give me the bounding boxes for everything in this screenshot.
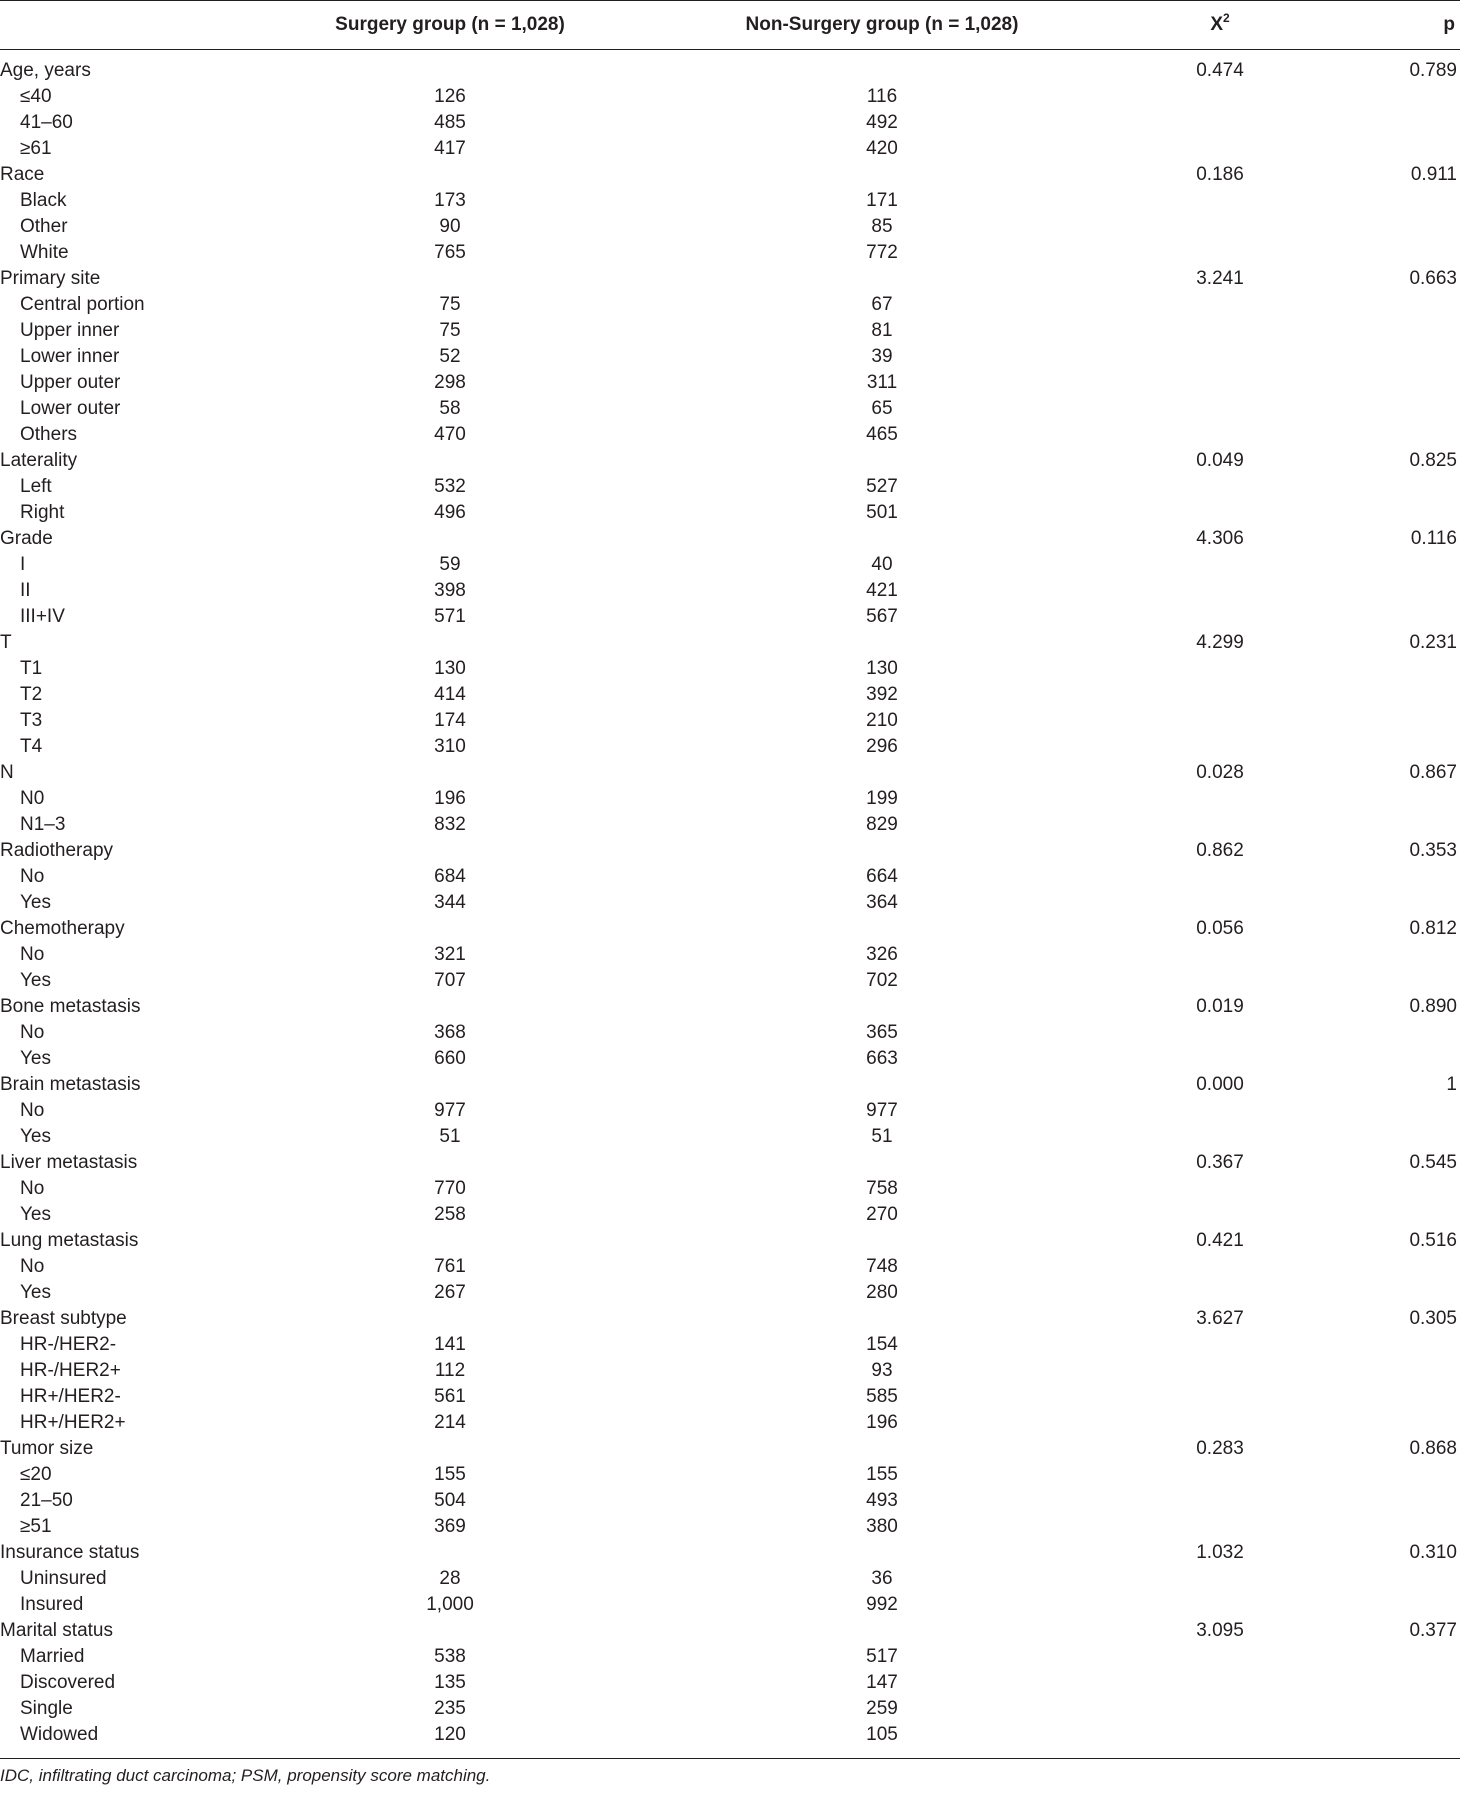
row-label: T4	[20, 736, 43, 757]
table-row-variable	[0, 994, 1460, 1020]
cell-non-surgery: 421	[866, 580, 898, 601]
table-row-category	[0, 1410, 1460, 1436]
table-row-category	[0, 1722, 1460, 1748]
table-row-category	[0, 1280, 1460, 1306]
header-non-surgery-group: Non-Surgery group (n = 1,028)	[745, 14, 1019, 35]
cell-surgery: 344	[434, 892, 466, 913]
row-label: ≥61	[20, 138, 52, 159]
row-label: HR+/HER2-	[20, 1386, 121, 1407]
cell-surgery: 1,000	[426, 1594, 474, 1615]
row-label: Grade	[0, 528, 53, 549]
cell-surgery: 75	[439, 320, 461, 341]
table-row-category	[0, 942, 1460, 968]
cell-non-surgery: 465	[866, 424, 898, 445]
cell-non-surgery: 664	[866, 866, 898, 887]
table-header-rule	[0, 49, 1460, 50]
table-row-category	[0, 864, 1460, 890]
cell-surgery: 504	[434, 1490, 466, 1511]
cell-non-surgery: 380	[866, 1516, 898, 1537]
cell-surgery: 141	[434, 1334, 466, 1355]
row-label: HR-/HER2-	[20, 1334, 117, 1355]
cell-surgery: 417	[434, 138, 466, 159]
row-label: Bone metastasis	[0, 996, 141, 1017]
cell-non-surgery: 758	[866, 1178, 898, 1199]
row-label: No	[20, 1022, 45, 1043]
cell-non-surgery: 772	[866, 242, 898, 263]
cell-surgery: 258	[434, 1204, 466, 1225]
cell-non-surgery: 364	[866, 892, 898, 913]
table-row-category	[0, 136, 1460, 162]
row-label: HR+/HER2+	[20, 1412, 126, 1433]
cell-chi-square: 0.056	[1196, 918, 1244, 939]
table-row-category	[0, 812, 1460, 838]
row-label: I	[20, 554, 26, 575]
cell-surgery: 660	[434, 1048, 466, 1069]
cell-p-value: 0.305	[1409, 1308, 1457, 1329]
row-label: 21–50	[20, 1490, 73, 1511]
row-label: White	[20, 242, 69, 263]
table-row-category	[0, 1254, 1460, 1280]
cell-chi-square: 3.241	[1196, 268, 1244, 289]
cell-non-surgery: 270	[866, 1204, 898, 1225]
table-row-variable	[0, 162, 1460, 188]
cell-surgery: 135	[434, 1672, 466, 1693]
table-row-variable	[0, 1436, 1460, 1462]
table-row-category	[0, 552, 1460, 578]
cell-p-value: 0.868	[1409, 1438, 1457, 1459]
table-row-category	[0, 968, 1460, 994]
cell-surgery: 51	[439, 1126, 461, 1147]
table-row-category	[0, 240, 1460, 266]
table-row-category	[0, 1488, 1460, 1514]
table-row-variable	[0, 1072, 1460, 1098]
cell-p-value: 0.911	[1410, 164, 1457, 185]
cell-surgery: 977	[434, 1100, 466, 1121]
row-label: Laterality	[0, 450, 78, 471]
table-row-category	[0, 656, 1460, 682]
cell-non-surgery: 493	[866, 1490, 898, 1511]
row-label: Central portion	[20, 294, 145, 315]
cell-surgery: 59	[439, 554, 461, 575]
table-row-category	[0, 344, 1460, 370]
row-label: No	[20, 944, 45, 965]
row-label: T	[0, 632, 12, 653]
cell-surgery: 369	[434, 1516, 466, 1537]
table-row-category	[0, 1202, 1460, 1228]
table-row-category	[0, 1124, 1460, 1150]
cell-chi-square: 0.474	[1196, 60, 1244, 81]
cell-p-value: 0.310	[1409, 1542, 1457, 1563]
table-row-category	[0, 84, 1460, 110]
row-label: Insured	[20, 1594, 84, 1615]
cell-p-value: 0.867	[1409, 762, 1457, 783]
table-row-variable	[0, 1618, 1460, 1644]
cell-non-surgery: 85	[871, 216, 893, 237]
cell-p-value: 0.789	[1409, 60, 1457, 81]
cell-p-value: 0.825	[1409, 450, 1457, 471]
row-label: T3	[20, 710, 43, 731]
row-label: ≤20	[20, 1464, 52, 1485]
cell-p-value: 0.890	[1409, 996, 1457, 1017]
table-header	[0, 0, 1460, 50]
cell-p-value: 0.663	[1409, 268, 1457, 289]
row-label: Left	[20, 476, 52, 497]
row-label: Tumor size	[0, 1438, 94, 1459]
table-row-category	[0, 110, 1460, 136]
row-label: 41–60	[20, 112, 73, 133]
cell-non-surgery: 748	[866, 1256, 898, 1277]
row-label: Primary site	[0, 268, 101, 289]
row-label: II	[20, 580, 31, 601]
cell-chi-square: 3.627	[1196, 1308, 1244, 1329]
cell-non-surgery: 40	[871, 554, 893, 575]
cell-non-surgery: 130	[866, 658, 898, 679]
cell-surgery: 684	[434, 866, 466, 887]
cell-p-value: 0.516	[1409, 1230, 1457, 1251]
cell-surgery: 761	[434, 1256, 466, 1277]
header-chi-square-sup: 2	[1223, 11, 1230, 25]
cell-non-surgery: 392	[866, 684, 898, 705]
cell-non-surgery: 39	[871, 346, 893, 367]
table-row-category	[0, 708, 1460, 734]
cell-non-surgery: 492	[866, 112, 898, 133]
table-row-variable	[0, 760, 1460, 786]
table-row-category	[0, 370, 1460, 396]
row-label: T2	[20, 684, 43, 705]
cell-surgery: 321	[434, 944, 466, 965]
row-label: No	[20, 1178, 45, 1199]
cell-surgery: 75	[439, 294, 461, 315]
table-row-category	[0, 1696, 1460, 1722]
cell-p-value: 0.353	[1409, 840, 1457, 861]
row-label: Yes	[20, 970, 51, 991]
cell-chi-square: 4.299	[1196, 632, 1244, 653]
table-row-category	[0, 1332, 1460, 1358]
row-label: Single	[20, 1698, 73, 1719]
row-label: Other	[20, 216, 68, 237]
cell-surgery: 368	[434, 1022, 466, 1043]
table-footnote: IDC, infiltrating duct carcinoma; PSM, propensity score matching.	[0, 1766, 491, 1785]
cell-non-surgery: 93	[871, 1360, 893, 1381]
table-row-category	[0, 1592, 1460, 1618]
table-row-variable	[0, 838, 1460, 864]
cell-non-surgery: 280	[866, 1282, 898, 1303]
cell-p-value: 0.231	[1409, 632, 1457, 653]
cell-non-surgery: 196	[866, 1412, 898, 1433]
cell-surgery: 112	[434, 1360, 466, 1381]
cell-surgery: 496	[434, 502, 466, 523]
cell-surgery: 310	[434, 736, 466, 757]
cell-p-value: 0.377	[1409, 1620, 1457, 1641]
cell-surgery: 28	[439, 1568, 461, 1589]
cell-chi-square: 0.283	[1196, 1438, 1244, 1459]
table-row-category	[0, 214, 1460, 240]
cell-non-surgery: 65	[871, 398, 893, 419]
cell-surgery: 470	[434, 424, 466, 445]
table-row-category	[0, 890, 1460, 916]
row-label: Lower inner	[20, 346, 120, 367]
table-row-category	[0, 188, 1460, 214]
cell-chi-square: 0.367	[1196, 1152, 1244, 1173]
cell-surgery: 532	[434, 476, 466, 497]
cell-chi-square: 0.049	[1196, 450, 1244, 471]
row-label: Liver metastasis	[0, 1152, 138, 1173]
table-row-variable	[0, 1540, 1460, 1566]
cell-surgery: 298	[434, 372, 466, 393]
table-row-category	[0, 1670, 1460, 1696]
cell-non-surgery: 154	[866, 1334, 898, 1355]
cell-non-surgery: 311	[866, 372, 898, 393]
table-row-category	[0, 786, 1460, 812]
row-label: Married	[20, 1646, 85, 1667]
table-row-category	[0, 682, 1460, 708]
cell-surgery: 414	[434, 684, 466, 705]
cell-p-value: 0.812	[1409, 918, 1457, 939]
cell-non-surgery: 517	[866, 1646, 898, 1667]
row-label: Others	[20, 424, 78, 445]
row-label: Right	[20, 502, 65, 523]
cell-non-surgery: 51	[871, 1126, 893, 1147]
cell-chi-square: 4.306	[1196, 528, 1244, 549]
cell-p-value: 1	[1446, 1074, 1457, 1095]
cell-surgery: 52	[439, 346, 461, 367]
cell-surgery: 571	[434, 606, 466, 627]
row-label: N1–3	[20, 814, 66, 835]
cell-surgery: 155	[434, 1464, 466, 1485]
table-bottom-rule	[0, 1758, 1460, 1759]
cell-surgery: 561	[434, 1386, 466, 1407]
table-row-variable	[0, 266, 1460, 292]
table-row-variable	[0, 1306, 1460, 1332]
row-label: ≥51	[20, 1516, 52, 1537]
row-label: III+IV	[20, 606, 65, 627]
row-label: No	[20, 866, 45, 887]
row-label: T1	[20, 658, 43, 679]
row-label: Yes	[20, 1126, 51, 1147]
row-label: Radiotherapy	[0, 840, 114, 861]
table-row-category	[0, 1358, 1460, 1384]
cell-surgery: 832	[434, 814, 466, 835]
table-row-category	[0, 1566, 1460, 1592]
cell-non-surgery: 296	[866, 736, 898, 757]
cell-non-surgery: 36	[871, 1568, 893, 1589]
cell-surgery: 214	[434, 1412, 466, 1433]
table-row-category	[0, 474, 1460, 500]
cell-non-surgery: 67	[871, 294, 893, 315]
cell-surgery: 485	[434, 112, 466, 133]
cell-non-surgery: 210	[866, 710, 898, 731]
cell-p-value: 0.545	[1409, 1152, 1457, 1173]
table-row-variable	[0, 448, 1460, 474]
cell-chi-square: 0.019	[1196, 996, 1244, 1017]
cell-non-surgery: 420	[866, 138, 898, 159]
cell-chi-square: 1.032	[1196, 1542, 1244, 1563]
row-label: Black	[20, 190, 67, 211]
cell-surgery: 538	[434, 1646, 466, 1667]
row-label: Uninsured	[20, 1568, 107, 1589]
table-row-category	[0, 422, 1460, 448]
row-label: Race	[0, 164, 45, 185]
table-row-category	[0, 292, 1460, 318]
row-label: Upper inner	[20, 320, 120, 341]
cell-non-surgery: 567	[866, 606, 898, 627]
cell-non-surgery: 702	[866, 970, 898, 991]
header-chi-square	[1160, 13, 1280, 37]
table-row-variable	[0, 916, 1460, 942]
table-row-variable	[0, 630, 1460, 656]
cell-surgery: 770	[434, 1178, 466, 1199]
cell-chi-square: 0.186	[1196, 164, 1244, 185]
cell-non-surgery: 527	[866, 476, 898, 497]
cell-non-surgery: 199	[866, 788, 898, 809]
cell-surgery: 90	[439, 216, 461, 237]
row-label: Marital status	[0, 1620, 113, 1641]
table-row-category	[0, 1462, 1460, 1488]
table-row-category	[0, 1514, 1460, 1540]
row-label: Lung metastasis	[0, 1230, 139, 1251]
row-label: Insurance status	[0, 1542, 140, 1563]
row-label: HR-/HER2+	[20, 1360, 121, 1381]
table-body	[0, 58, 1460, 1748]
table-row-category	[0, 318, 1460, 344]
table-row-category	[0, 1046, 1460, 1072]
cell-chi-square: 3.095	[1196, 1620, 1244, 1641]
cell-non-surgery: 585	[866, 1386, 898, 1407]
cell-chi-square: 0.862	[1196, 840, 1244, 861]
table-row-variable	[0, 1150, 1460, 1176]
row-label: Upper outer	[20, 372, 121, 393]
cell-non-surgery: 81	[871, 320, 893, 341]
cell-surgery: 126	[434, 86, 466, 107]
table-row-category	[0, 1644, 1460, 1670]
row-label: Widowed	[20, 1724, 99, 1745]
cell-chi-square: 0.421	[1196, 1230, 1244, 1251]
cell-non-surgery: 501	[866, 502, 898, 523]
cell-non-surgery: 147	[866, 1672, 898, 1693]
header-chi-square-base: X	[1210, 14, 1223, 35]
table-row-category	[0, 578, 1460, 604]
row-label: Discovered	[20, 1672, 116, 1693]
cell-non-surgery: 365	[866, 1022, 898, 1043]
cell-surgery: 196	[434, 788, 466, 809]
table-row-variable	[0, 58, 1460, 84]
cell-non-surgery: 326	[866, 944, 898, 965]
row-label: No	[20, 1256, 45, 1277]
cell-surgery: 267	[434, 1282, 466, 1303]
row-label: Age, years	[0, 60, 91, 81]
cell-surgery: 130	[434, 658, 466, 679]
header-p-value: p	[1443, 14, 1455, 35]
cell-non-surgery: 155	[866, 1464, 898, 1485]
table-row-category	[0, 604, 1460, 630]
table-row-category	[0, 1176, 1460, 1202]
cell-non-surgery: 116	[866, 86, 898, 107]
table-row-category	[0, 1020, 1460, 1046]
row-label: Brain metastasis	[0, 1074, 141, 1095]
row-label: Chemotherapy	[0, 918, 125, 939]
cell-non-surgery: 259	[866, 1698, 898, 1719]
cell-surgery: 398	[434, 580, 466, 601]
row-label: No	[20, 1100, 45, 1121]
row-label: Yes	[20, 1282, 51, 1303]
cell-surgery: 765	[434, 242, 466, 263]
table-row-category	[0, 500, 1460, 526]
cell-non-surgery: 829	[866, 814, 898, 835]
row-label: Yes	[20, 1048, 51, 1069]
table-row-category	[0, 396, 1460, 422]
cell-non-surgery: 105	[866, 1724, 898, 1745]
table-row-category	[0, 1384, 1460, 1410]
cell-non-surgery: 992	[866, 1594, 898, 1615]
cell-surgery: 58	[439, 398, 461, 419]
row-label: Lower outer	[20, 398, 121, 419]
row-label: N	[0, 762, 14, 783]
row-label: ≤40	[20, 86, 52, 107]
cell-p-value: 0.116	[1410, 528, 1457, 549]
cell-surgery: 174	[434, 710, 466, 731]
table-row-variable	[0, 1228, 1460, 1254]
table-row-category	[0, 1098, 1460, 1124]
row-label: Breast subtype	[0, 1308, 127, 1329]
row-label: N0	[20, 788, 45, 809]
cell-surgery: 235	[434, 1698, 466, 1719]
cell-non-surgery: 171	[866, 190, 898, 211]
row-label: Yes	[20, 1204, 51, 1225]
header-surgery-group: Surgery group (n = 1,028)	[335, 14, 565, 35]
table-row-category	[0, 734, 1460, 760]
cell-chi-square: 0.028	[1196, 762, 1244, 783]
cell-surgery: 120	[434, 1724, 466, 1745]
cell-non-surgery: 977	[866, 1100, 898, 1121]
row-label: Yes	[20, 892, 51, 913]
table-row-variable	[0, 526, 1460, 552]
cell-non-surgery: 663	[866, 1048, 898, 1069]
cell-surgery: 707	[434, 970, 466, 991]
cell-surgery: 173	[434, 190, 466, 211]
cell-chi-square: 0.000	[1196, 1074, 1244, 1095]
